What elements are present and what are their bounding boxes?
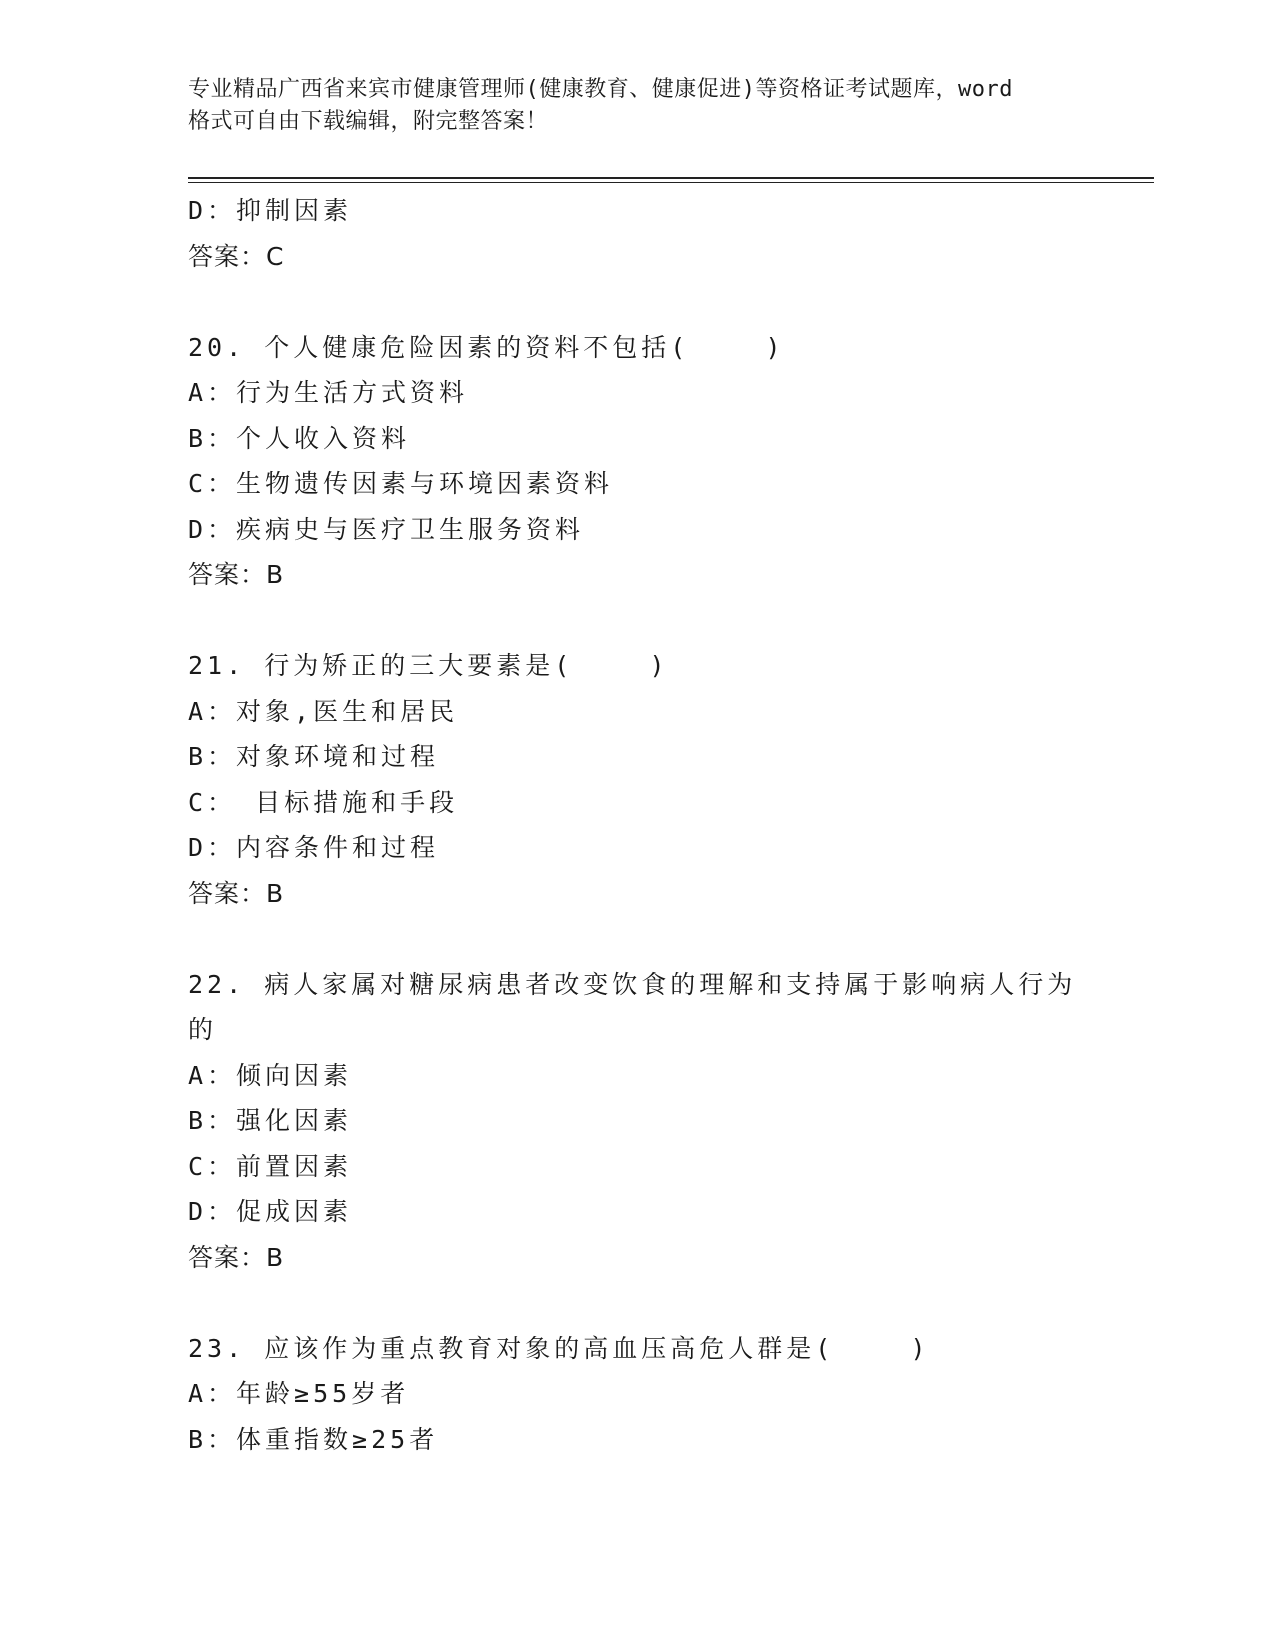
question-stem-line-2: 的 [188,1015,218,1044]
question-stem: 21. 行为矫正的三大要素是( ) [188,651,669,680]
spacer [188,598,1088,644]
document-header [188,74,1088,138]
answer-label: 答案：B [188,560,285,589]
option-c: C：前置因素 [188,1151,353,1181]
spacer [188,1280,1088,1326]
question-stem: 20. 个人健康危险因素的资料不包括( ) [188,332,785,362]
option-a: A：对象,医生和居民 [188,696,459,726]
question-22 [188,962,1088,1281]
header-divider-thick [188,177,1154,179]
header-divider-thin [188,182,1154,183]
option-c: C： 目标措施和手段 [188,787,459,817]
previous-question-tail [188,188,1088,279]
option-d: D：内容条件和过程 [188,833,440,862]
answer-label: 答案：C [188,241,285,271]
question-21 [188,643,1088,916]
header-line-2: 格式可自由下载编辑，附完整答案！ [188,109,549,134]
option-b: B：体重指数≥25者 [188,1424,439,1454]
question-23 [188,1326,1088,1463]
option-d: D：抑制因素 [188,196,353,225]
option-a: A：年龄≥55岁者 [188,1379,410,1408]
spacer [188,279,1088,325]
answer-label: 答案：B [188,1242,285,1272]
header-line-1: 专业精品广西省来宾市健康管理师(健康教育、健康促进)等资格证考试题库，word [188,77,1013,102]
question-stem-line-1: 22. 病人家属对糖尿病患者改变饮食的理解和支持属于影响病人行为 [188,969,1077,999]
option-b: B：对象环境和过程 [188,742,440,771]
option-b: B：个人收入资料 [188,423,411,453]
option-c: C：生物遗传因素与环境因素资料 [188,469,614,498]
option-d: D：疾病史与医疗卫生服务资料 [188,514,585,544]
question-content [188,188,1088,1462]
spacer [188,916,1088,962]
question-20 [188,325,1088,598]
option-a: A：行为生活方式资料 [188,378,469,407]
option-b: B：强化因素 [188,1106,353,1135]
option-d: D：促成因素 [188,1197,353,1226]
question-stem: 23. 应该作为重点教育对象的高血压高危人群是( ) [188,1333,930,1363]
option-a: A：倾向因素 [188,1060,353,1090]
answer-label: 答案：B [188,878,285,908]
